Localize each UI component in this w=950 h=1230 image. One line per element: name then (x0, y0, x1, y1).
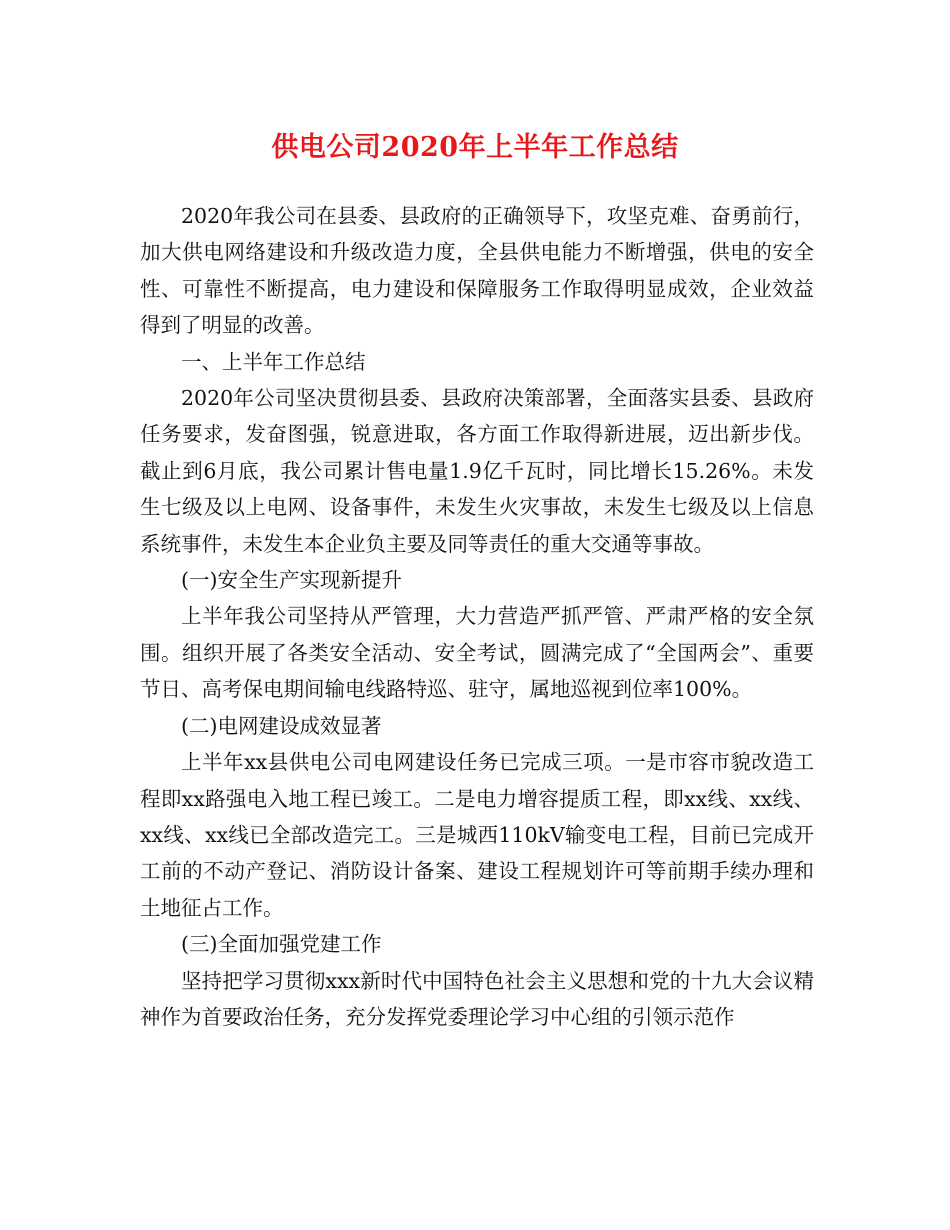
subsection-heading-grid: (二)电网建设成效显著 (181, 713, 382, 738)
section-heading-summary: 一、上半年工作总结 (181, 349, 366, 374)
subsection-heading-safety: (一)安全生产实现新提升 (181, 568, 402, 593)
document-title: 供电公司2020年上半年工作总结 (271, 132, 679, 163)
intro-paragraph: 2020年我公司在县委、县政府的正确领导下，攻坚克难、奋勇前行，加大供电网络建设和升级改造力度，全县供电能力不断增强，供电的安全性、可靠性不断提高，电力建设和保障服务工作取得明显成效，企业效益得到了明显的改善。 (140, 204, 814, 338)
summary-paragraph: 2020年公司坚决贯彻县委、县政府决策部署，全面落实县委、县政府任务要求，发奋图强，锐意进取，各方面工作取得新进展，迈出新步伐。截止到6月底，我公司累计售电量1.9亿千瓦时，同比增长15.26%。未发生七级及以上电网、设备事件，未发生火灾事故，未发生七级及以上信息系统事件，未发生本企业负主要及同等责任的重大交通等事故。 (140, 386, 814, 556)
safety-paragraph: 上半年我公司坚持从严管理，大力营造严抓严管、严肃严格的安全氛围。组织开展了各类安全活动、安全考试，圆满完成了“全国两会”、重要节日、高考保电期间输电线路特巡、驻守，属地巡视到位率100%。 (140, 604, 814, 702)
document-body (140, 198, 814, 1035)
subsection-heading-party: (三)全面加强党建工作 (181, 932, 382, 957)
party-paragraph: 坚持把学习贯彻xxx新时代中国特色社会主义思想和党的十九大会议精神作为首要政治任务，充分发挥党委理论学习中心组的引领示范作 (140, 968, 814, 1029)
grid-paragraph: 上半年xx县供电公司电网建设任务已完成三项。一是市容市貌改造工程即xx路强电入地工程已竣工。二是电力增容提质工程，即xx线、xx线、xx线、xx线已全部改造完工。三是城西110kV输变电工程，目前已完成开工前的不动产登记、消防设计备案、建设工程规划许可等前期手续办理和土地征占工作。 (140, 750, 814, 920)
